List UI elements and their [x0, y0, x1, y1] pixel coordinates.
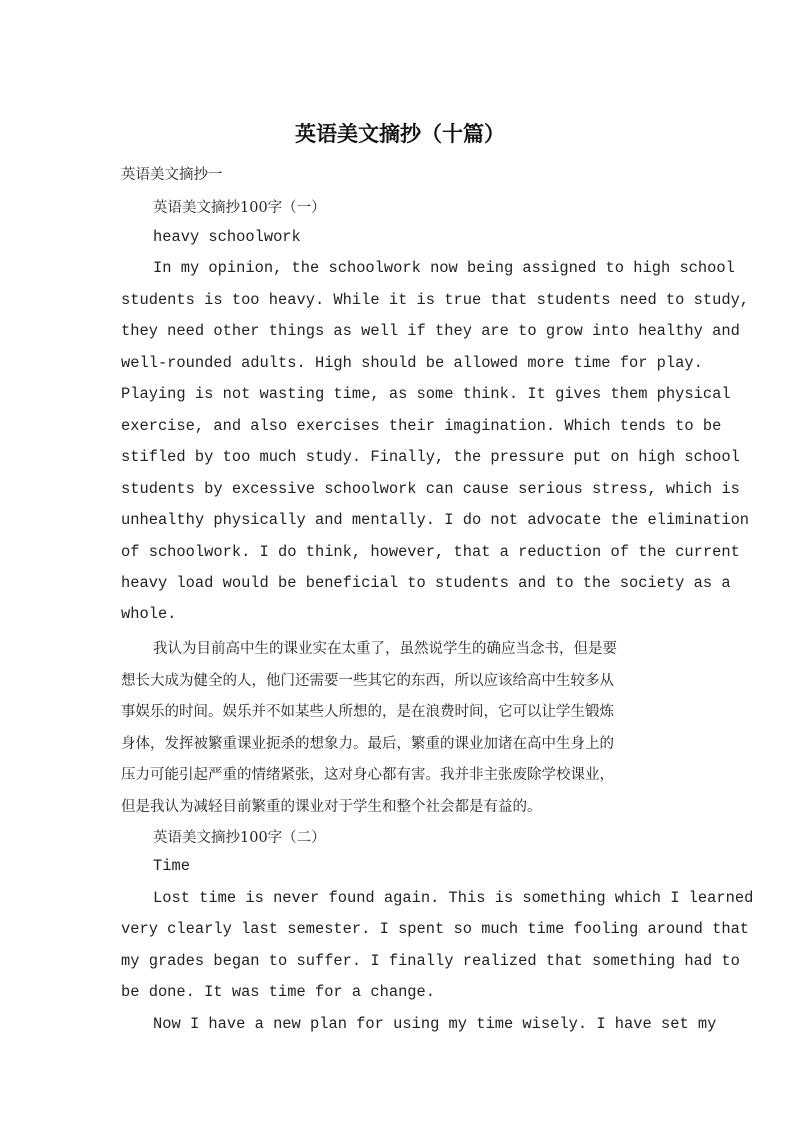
essay1-chinese-line: 身体，发挥被繁重课业扼杀的想象力。最后，繁重的课业加诸在高中生身上的	[121, 736, 614, 752]
essay1-english-title: heavy schoolwork	[153, 228, 301, 246]
essay1-subtitle: 英语美文摘抄100字（一）	[153, 200, 326, 216]
essay1-chinese-line: 事娱乐的时间。娱乐并不如某些人所想的，是在浪费时间，它可以让学生锻炼	[121, 704, 614, 720]
essay1-english-line: students is too heavy. While it is true that students need to study,	[121, 291, 750, 309]
essay1-english-line: they need other things as well if they are to grow into healthy and	[121, 322, 740, 340]
essay2-english-title: Time	[153, 857, 190, 875]
essay1-english-line: exercise, and also exercises their imagination. Which tends to be	[121, 417, 722, 435]
essay1-english-line: heavy load would be beneficial to students and to the society as a	[121, 574, 731, 592]
section-heading: 英语美文摘抄一	[121, 167, 223, 183]
essay2-subtitle: 英语美文摘抄100字（二）	[153, 830, 326, 846]
essay1-chinese-line: 我认为目前高中生的课业实在太重了，虽然说学生的确应当念书，但是要	[153, 641, 617, 657]
essay1-english-line: whole.	[121, 605, 177, 623]
essay2-english-line: my grades began to suffer. I finally realized that something had to	[121, 952, 740, 970]
essay2-english-line: very clearly last semester. I spent so much time fooling around that	[121, 920, 750, 938]
essay1-chinese-line: 压力可能引起严重的情绪紧张，这对身心都有害。我并非主张废除学校课业，	[121, 767, 614, 783]
essay1-english-line: Playing is not wasting time, as some think. It gives them physical	[121, 385, 731, 403]
essay1-english-line: well-rounded adults. High should be allowed more time for play.	[121, 354, 703, 372]
essay1-chinese-line: 但是我认为减轻目前繁重的课业对于学生和整个社会都是有益的。	[121, 799, 542, 815]
essay1-english-line: unhealthy physically and mentally. I do not advocate the elimination	[121, 511, 750, 529]
essay2-english-line: Lost time is never found again. This is something which I learned	[153, 889, 754, 907]
document-title: 英语美文摘抄（十篇）	[295, 122, 505, 146]
essay1-english-line: stifled by too much study. Finally, the pressure put on high school	[121, 448, 740, 466]
essay1-english-line: students by excessive schoolwork can cause serious stress, which is	[121, 480, 740, 498]
essay1-english-line: In my opinion, the schoolwork now being assigned to high school	[153, 259, 735, 277]
essay1-english-line: of schoolwork. I do think, however, that a reduction of the current	[121, 543, 740, 561]
essay2-english-line: be done. It was time for a change.	[121, 983, 436, 1001]
essay1-chinese-line: 想长大成为健全的人，他门还需要一些其它的东西，所以应该给高中生较多从	[121, 673, 614, 689]
essay2-english-line: Now I have a new plan for using my time wisely. I have set my	[153, 1015, 717, 1033]
